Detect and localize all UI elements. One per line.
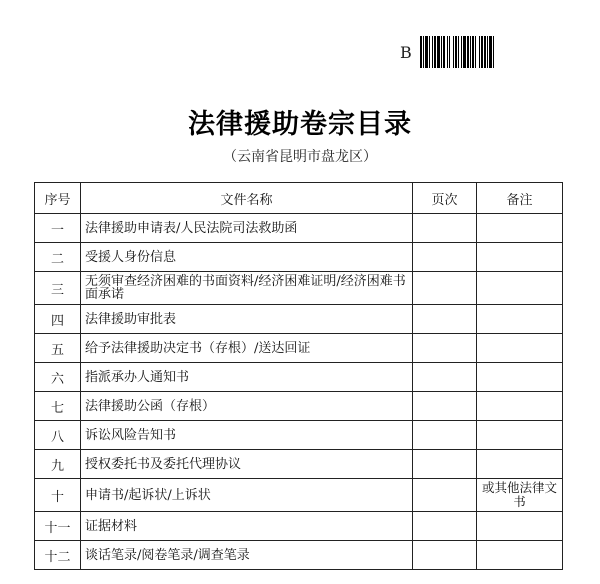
row-note-cell xyxy=(477,541,563,570)
row-number: 十一 xyxy=(35,512,81,541)
row-page-cell xyxy=(413,334,477,363)
row-note-cell: 或其他法律文书 xyxy=(477,479,563,512)
row-page-cell xyxy=(413,479,477,512)
table-row xyxy=(35,243,563,272)
table-row xyxy=(35,363,563,392)
catalog-table xyxy=(34,182,563,570)
row-file-name: 授权委托书及委托代理协议 xyxy=(81,450,413,479)
table-row xyxy=(35,392,563,421)
col-header-name: 文件名称 xyxy=(81,183,413,214)
col-header-page: 页次 xyxy=(413,183,477,214)
table-row xyxy=(35,272,563,305)
row-note-cell xyxy=(477,363,563,392)
barcode-prefix: B xyxy=(400,42,412,62)
row-file-name: 法律援助公函（存根） xyxy=(81,392,413,421)
row-file-name: 谈话笔录/阅卷笔录/调查笔录 xyxy=(81,541,413,570)
row-file-name: 给予法律援助决定书（存根）/送达回证 xyxy=(81,334,413,363)
table-header-row xyxy=(35,183,563,214)
table-row xyxy=(35,479,563,512)
barcode-area xyxy=(400,36,556,68)
barcode-icon xyxy=(420,36,556,68)
table-row xyxy=(35,512,563,541)
row-file-name: 法律援助审批表 xyxy=(81,305,413,334)
row-number: 九 xyxy=(35,450,81,479)
row-number: 四 xyxy=(35,305,81,334)
table-row xyxy=(35,541,563,570)
row-number: 一 xyxy=(35,214,81,243)
row-number: 十二 xyxy=(35,541,81,570)
table-row xyxy=(35,421,563,450)
row-page-cell xyxy=(413,541,477,570)
row-number: 七 xyxy=(35,392,81,421)
row-note-cell xyxy=(477,272,563,305)
row-number: 三 xyxy=(35,272,81,305)
row-number: 二 xyxy=(35,243,81,272)
row-page-cell xyxy=(413,450,477,479)
row-page-cell xyxy=(413,421,477,450)
row-number: 五 xyxy=(35,334,81,363)
row-page-cell xyxy=(413,243,477,272)
row-file-name: 受援人身份信息 xyxy=(81,243,413,272)
row-page-cell xyxy=(413,363,477,392)
page-title: 法律援助卷宗目录 xyxy=(188,109,412,140)
row-note-cell xyxy=(477,305,563,334)
table-row xyxy=(35,214,563,243)
col-header-note: 备注 xyxy=(477,183,563,214)
row-page-cell xyxy=(413,512,477,541)
row-file-name: 指派承办人通知书 xyxy=(81,363,413,392)
row-note-cell xyxy=(477,421,563,450)
row-note-cell xyxy=(477,450,563,479)
row-number: 十 xyxy=(35,479,81,512)
table-row xyxy=(35,305,563,334)
row-file-name: 证据材料 xyxy=(81,512,413,541)
row-note-cell xyxy=(477,334,563,363)
col-header-num: 序号 xyxy=(35,183,81,214)
row-page-cell xyxy=(413,214,477,243)
row-page-cell xyxy=(413,272,477,305)
row-file-name: 诉讼风险告知书 xyxy=(81,421,413,450)
row-page-cell xyxy=(413,392,477,421)
row-note-cell xyxy=(477,243,563,272)
row-note-cell xyxy=(477,214,563,243)
row-number: 八 xyxy=(35,421,81,450)
row-number: 六 xyxy=(35,363,81,392)
row-page-cell xyxy=(413,305,477,334)
table-row xyxy=(35,450,563,479)
row-note-cell xyxy=(477,512,563,541)
row-file-name: 无须审查经济困难的书面资料/经济困难证明/经济困难书面承诺 xyxy=(81,272,413,305)
row-file-name: 申请书/起诉状/上诉状 xyxy=(81,479,413,512)
table-row xyxy=(35,334,563,363)
page-subtitle: （云南省昆明市盘龙区） xyxy=(223,149,377,165)
row-note-cell xyxy=(477,392,563,421)
row-file-name: 法律援助申请表/人民法院司法救助函 xyxy=(81,214,413,243)
